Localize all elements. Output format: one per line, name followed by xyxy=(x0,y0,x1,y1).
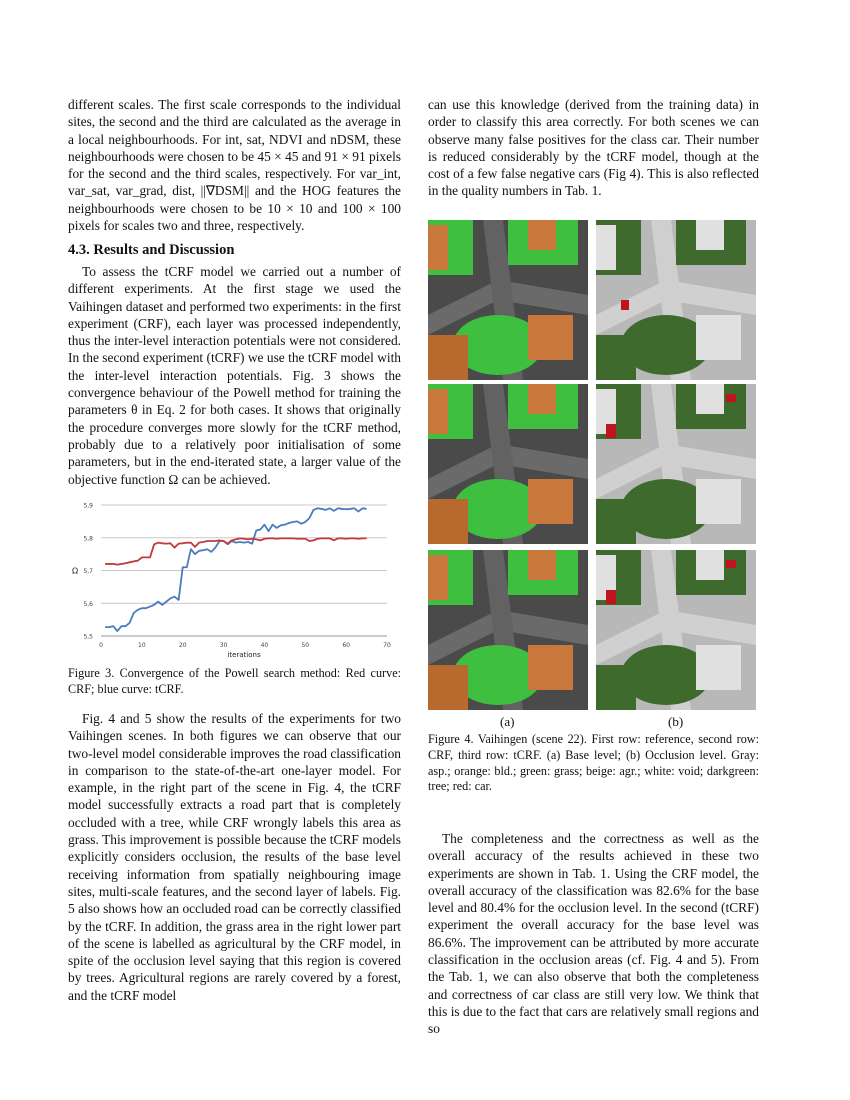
x-tick-label: 30 xyxy=(219,642,228,649)
section-heading: 4.3. Results and Discussion xyxy=(68,242,235,258)
x-axis-label: iterations xyxy=(227,651,261,659)
y-axis-label: Ω xyxy=(71,566,79,576)
paragraph: Fig. 4 and 5 show the results of the experiments for two Vaihingen scenes. In both figures we can observe that our two-level model considerable improves the road classification in comparison to the state-of-the-art one-layer model. For example, in the right part of the scene in Fig. 4, the tCRF model successfully extracts a road part that is completely occluded with a tree, while CRF wrongly labels this area as grass. This improvement is possible because the tCRF models explicitly considers occlusion, the results of the base level receiving information from spatially neighbouring image sites, multi-scale features, and the second layer of labels. Fig. 5 also shows how an occluded road can be correctly classified by the tCRF. In addition, the grass area in the right lower part of the scene is labelled as agricultural by the CRF model, in spite of the occlusion level saying that this region is covered by trees. Agricultural regions are rarely covered by a forest, and the tCRF model xyxy=(68,711,401,1003)
base-level-classification-image xyxy=(428,550,588,710)
y-tick-label: 5,5 xyxy=(83,633,93,641)
x-tick-label: 10 xyxy=(138,642,146,649)
y-tick-label: 5,9 xyxy=(83,502,93,510)
occlusion-level-classification-image xyxy=(596,384,756,544)
paragraph: To assess the tCRF model we carried out a number of different experiments. At the first stage we used the Vaihingen dataset and performed two experiments: in the first experiment (CRF), each layer was processed independently, thus the inter-level interaction potentials were not considered. In the second experiment (tCRF) we use the tCRF model with the inter-level interaction potentials. Fig. 3 shows the convergence behaviour of the Powell method for training the parameters θ in Eq. 2 for both cases. It shows that originally the procedure converges more slowly for the tCRF method, probably due to a relatively poor initialisation of some parameters, but in the end-iterated state, a larger value of the objective function Ω can be achieved. xyxy=(68,264,401,487)
series-line-tcrf xyxy=(105,508,366,631)
x-tick-label: 50 xyxy=(301,642,310,649)
x-tick-label: 70 xyxy=(383,642,391,649)
y-tick-label: 5,8 xyxy=(83,535,93,543)
base-level-classification-image xyxy=(428,384,588,544)
convergence-chart xyxy=(60,495,400,660)
figure-4-image-grid xyxy=(428,220,758,710)
subfigure-label-b: (b) xyxy=(668,714,684,729)
paragraph: can use this knowledge (derived from the training data) in order to classify this area correctly. For both scenes we can observe many false positives for the class car. Their number is reduced considerably by the tCRF model, though at the cost of a few false negative cars (Fig 4). This is also reflected in the quality numbers in Tab. 1. xyxy=(428,97,759,199)
occlusion-level-classification-image xyxy=(596,550,756,710)
right-column-bottom xyxy=(428,830,759,1038)
y-tick-label: 5,7 xyxy=(83,568,93,575)
figure-4-caption: Figure 4. Vaihingen (scene 22). First row: reference, second row: CRF, third row: tCRF. (a) Base level; (b) Occlusion level. Gray: asp.; orange: bld.; green: grass; beige: agr.; white: void; darkgreen: tree; red: car. xyxy=(428,732,759,794)
left-column xyxy=(68,96,401,234)
x-tick-label: 20 xyxy=(178,642,187,649)
x-tick-label: 60 xyxy=(342,642,350,649)
paragraph: different scales. The first scale corresponds to the individual sites, the second and the third are calculated as the average in a local neighbourhoods. For int, sat, NDVI and nDSM, these neighbourhoods were chosen to be 45 × 45 and 91 × 91 pixels for the second and the third scales, respectively. For var_int, var_sat, var_grad, dist, ||∇DSM|| and the HOG features the neighbourhoods were chosen to be 10 × 10 and 100 × 100 pixels for scales two and three, respectively. xyxy=(68,97,401,234)
y-tick-label: 5,6 xyxy=(83,600,93,608)
x-tick-label: 40 xyxy=(260,642,269,649)
paragraph: The completeness and the correctness as well as the overall accuracy of the results achieved in these two experiments are shown in Tab. 1. Using the CRF model, the overall accuracy of the classification was 82.6% for the base level and 80.4% for the occlusion level. In the second (tCRF) experiment the overall accuracy for the base level was 86.6%. The improvement can be attributed by more accurate classification in the occlusion areas (cf. Fig. 4 and 5). From the Tab. 1, we can also observe that both the completeness and correctness of car class are still very low. We think that this is due to the fact that cars are relatively small regions and so xyxy=(428,831,759,1037)
left-column-bottom xyxy=(68,710,401,1004)
right-column-top xyxy=(428,96,759,200)
base-level-classification-image xyxy=(428,220,588,380)
subfigure-label-a: (a) xyxy=(500,714,515,729)
occlusion-level-classification-image xyxy=(596,220,756,380)
left-column-body xyxy=(68,263,401,488)
figure-3-caption: Figure 3. Convergence of the Powell search method: Red curve: CRF; blue curve: tCRF. xyxy=(68,666,401,696)
x-tick-label: 0 xyxy=(99,642,103,649)
